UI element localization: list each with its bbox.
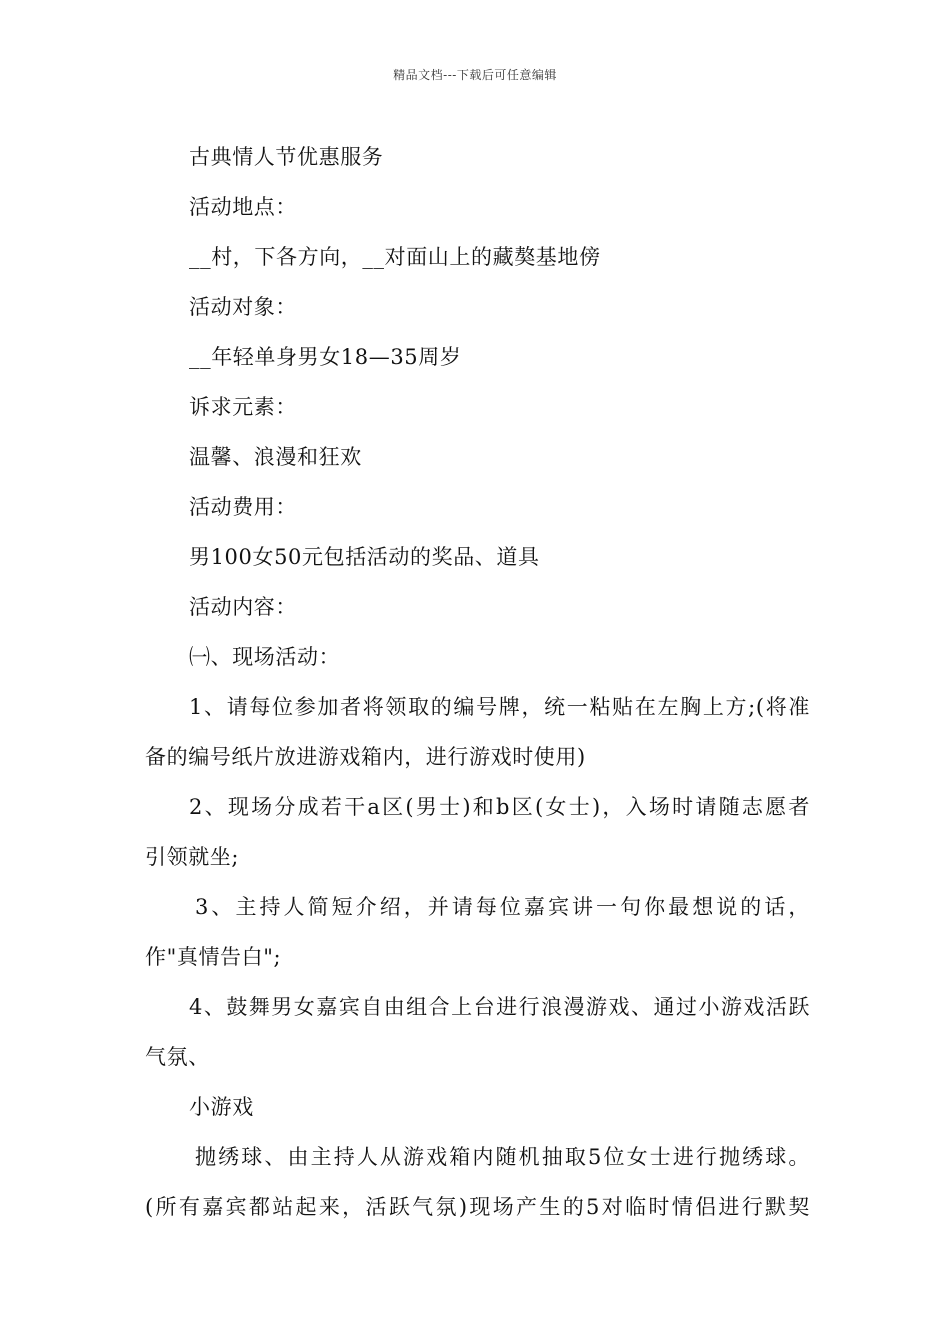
paragraph-item-3-line-2: 作"真情告白"; — [145, 945, 282, 969]
section-label-appeal: 诉求元素： — [189, 395, 297, 419]
paragraph-item-4-line-2: 气氛、 — [145, 1045, 210, 1069]
paragraph-item-1-line-1: 1、请每位参加者将领取的编号牌，统一粘贴在左胸上方;(将准 — [189, 695, 810, 719]
section-label-location: 活动地点： — [189, 195, 297, 219]
subsection-onsite: ㈠、现场活动： — [189, 645, 341, 669]
subsection-mini-game: 小游戏 — [189, 1095, 254, 1119]
document-title: 古典情人节优惠服务 — [189, 145, 384, 169]
section-label-content: 活动内容： — [189, 595, 297, 619]
paragraph-appeal: 温馨、浪漫和狂欢 — [189, 445, 362, 469]
paragraph-location: __村，下各方向，__对面山上的藏獒基地傍 — [189, 245, 601, 269]
paragraph-item-2-line-2: 引领就坐; — [145, 845, 240, 869]
paragraph-item-4-line-1: 4、鼓舞男女嘉宾自由组合上台进行浪漫游戏、通过小游戏活跃 — [189, 995, 810, 1019]
paragraph-item-3-line-1: 3、主持人简短介绍，并请每位嘉宾讲一句你最想说的话， — [195, 895, 810, 919]
paragraph-fee: 男100女50元包括活动的奖品、道具 — [189, 545, 540, 569]
paragraph-item-1-line-2: 备的编号纸片放进游戏箱内，进行游戏时使用) — [145, 745, 586, 769]
document-body — [145, 132, 810, 1232]
paragraph-game-line-1: 抛绣球、由主持人从游戏箱内随机抽取5位女士进行抛绣球。 — [195, 1145, 810, 1169]
paragraph-game-line-2: (所有嘉宾都站起来，活跃气氛)现场产生的5对临时情侣进行默契 — [145, 1195, 810, 1219]
page-header: 精品文档---下载后可任意编辑 — [393, 68, 557, 82]
paragraph-item-2-line-1: 2、现场分成若干a区(男士)和b区(女士)，入场时请随志愿者 — [189, 795, 810, 819]
paragraph-audience: __年轻单身男女18—35周岁 — [189, 345, 462, 369]
section-label-fee: 活动费用： — [189, 495, 297, 519]
section-label-audience: 活动对象： — [189, 295, 297, 319]
